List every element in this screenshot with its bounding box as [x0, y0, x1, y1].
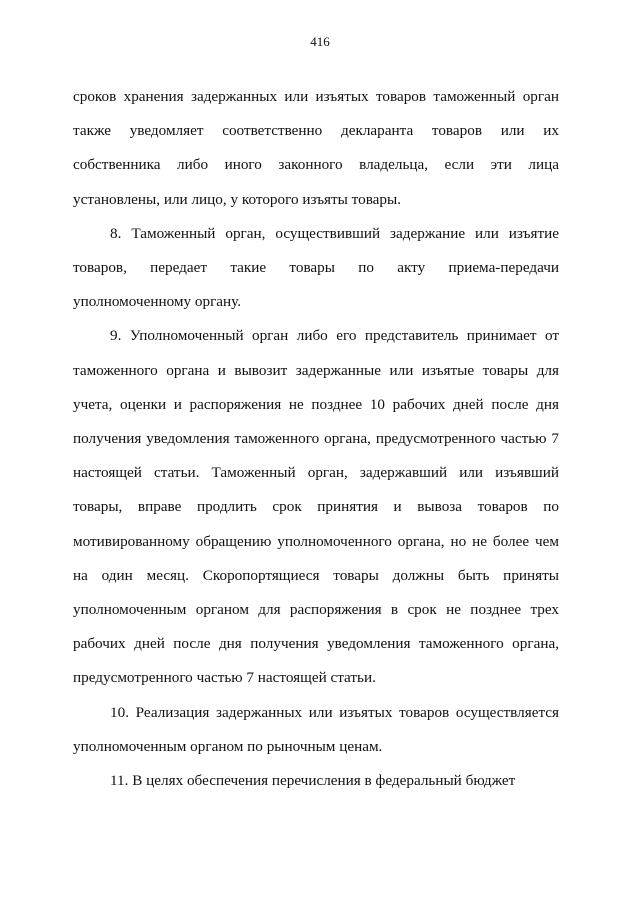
page-number: 416	[310, 34, 330, 49]
paragraph-8: 8. Таможенный орган, осуществивший задержание или изъятие товаров, передает такие товары по акту приема-передачи уполномоченному органу.	[73, 224, 559, 311]
paragraph-9: 9. Уполномоченный орган либо его представитель принимает от таможенного органа и вывозит задержанные или изъятые товары для учета, оценки и распоряжения не позднее 10 рабочих дней после дня получения уведомления таможенного органа, предусмотренного частью 7 настоящей статьи. Таможенный орган, задержавший или изъявший товары, вправе продлить срок принятия и вывоза товаров по мотивированному обращению уполномоченного органа, но не более чем на один месяц. Скоропортящиеся товары должны быть приняты уполномоченным органом для распоряжения в срок не позднее трех рабочих дней после дня получения уведомления таможенного органа, предусмотренного частью 7 настоящей статьи.	[73, 327, 559, 687]
paragraph-10: 10. Реализация задержанных или изъятых товаров осуществляется уполномоченным органом по рыночным ценам.	[73, 703, 559, 755]
paragraph-11: 11. В целях обеспечения перечисления в федеральный бюджет	[110, 772, 516, 790]
document-body	[73, 80, 559, 798]
paragraph-continuation: сроков хранения задержанных или изъятых товаров таможенный орган также уведомляет соответственно декларанта товаров или их собственника либо иного законного владельца, если эти лица установлены, или лицо, у которого изъяты товары.	[73, 88, 559, 208]
